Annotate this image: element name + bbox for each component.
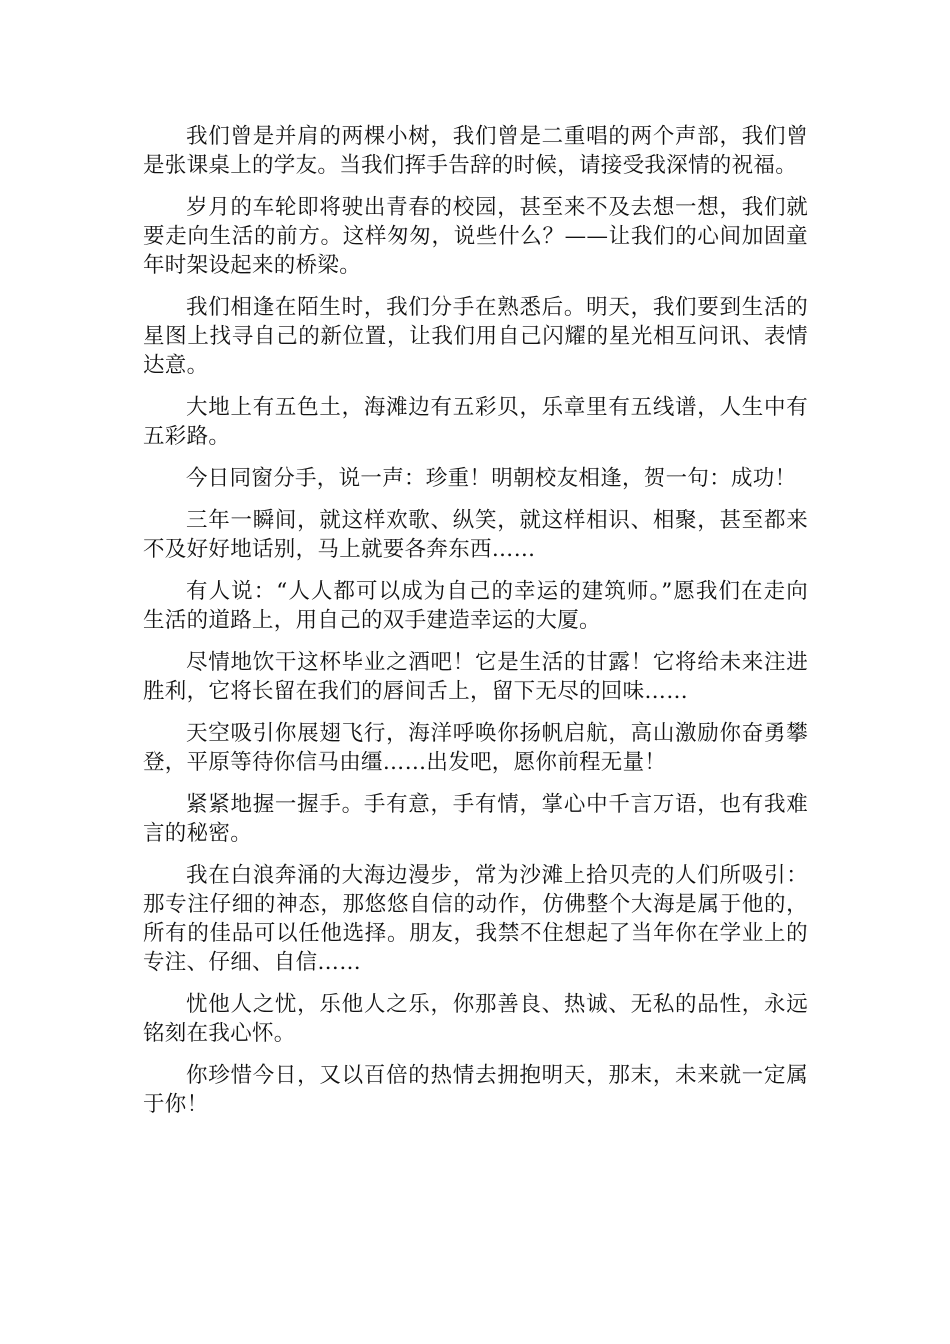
paragraph: 我们曾是并肩的两棵小树，我们曾是二重唱的两个声部，我们曾是张课桌上的学友。当我们挥手告辞的时候，请接受我深情的祝福。 — [143, 124, 808, 178]
paragraph: 我们相逢在陌生时，我们分手在熟悉后。明天，我们要到生活的星图上找寻自己的新位置，让我们用自己闪耀的星光相互问讯、表情达意。 — [143, 295, 808, 378]
paragraph: 尽情地饮干这杯毕业之酒吧！它是生活的甘露！它将给未来注进胜利，它将长留在我们的唇间舌上，留下无尽的回味…… — [143, 650, 808, 704]
paragraph: 忧他人之忧，乐他人之乐，你那善良、热诚、无私的品性，永远铭刻在我心怀。 — [143, 992, 808, 1046]
paragraph: 紧紧地握一握手。手有意，手有情，掌心中千言万语，也有我难言的秘密。 — [143, 792, 808, 846]
paragraph: 有人说：“人人都可以成为自己的幸运的建筑师。”愿我们在走向生活的道路上，用自己的双手建造幸运的大厦。 — [143, 579, 808, 633]
paragraph: 你珍惜今日，又以百倍的热情去拥抱明天，那末，未来就一定属于你！ — [143, 1063, 808, 1117]
paragraph: 天空吸引你展翅飞行，海洋呼唤你扬帆启航，高山激励你奋勇攀登，平原等待你信马由缰……出发吧，愿你前程无量！ — [143, 721, 808, 775]
document-body — [143, 122, 808, 1132]
paragraph: 今日同窗分手，说一声：珍重！明朝校友相逢，贺一句：成功！ — [186, 466, 797, 491]
paragraph: 我在白浪奔涌的大海边漫步，常为沙滩上拾贝壳的人们所吸引：那专注仔细的神态，那悠悠自信的动作，仿佛整个大海是属于他的，所有的佳品可以任他选择。朋友，我禁不住想起了当年你在学业上的专注、仔细、自信…… — [143, 863, 808, 975]
paragraph: 岁月的车轮即将驶出青春的校园，甚至来不及去想一想，我们就要走向生活的前方。这样匆匆，说些什么？——让我们的心间加固童年时架设起来的桥梁。 — [143, 195, 808, 278]
paragraph: 三年一瞬间，就这样欢歌、纵笑，就这样相识、相聚，甚至都来不及好好地话别，马上就要各奔东西…… — [143, 508, 808, 562]
paragraph: 大地上有五色土，海滩边有五彩贝，乐章里有五线谱，人生中有五彩路。 — [143, 395, 808, 449]
